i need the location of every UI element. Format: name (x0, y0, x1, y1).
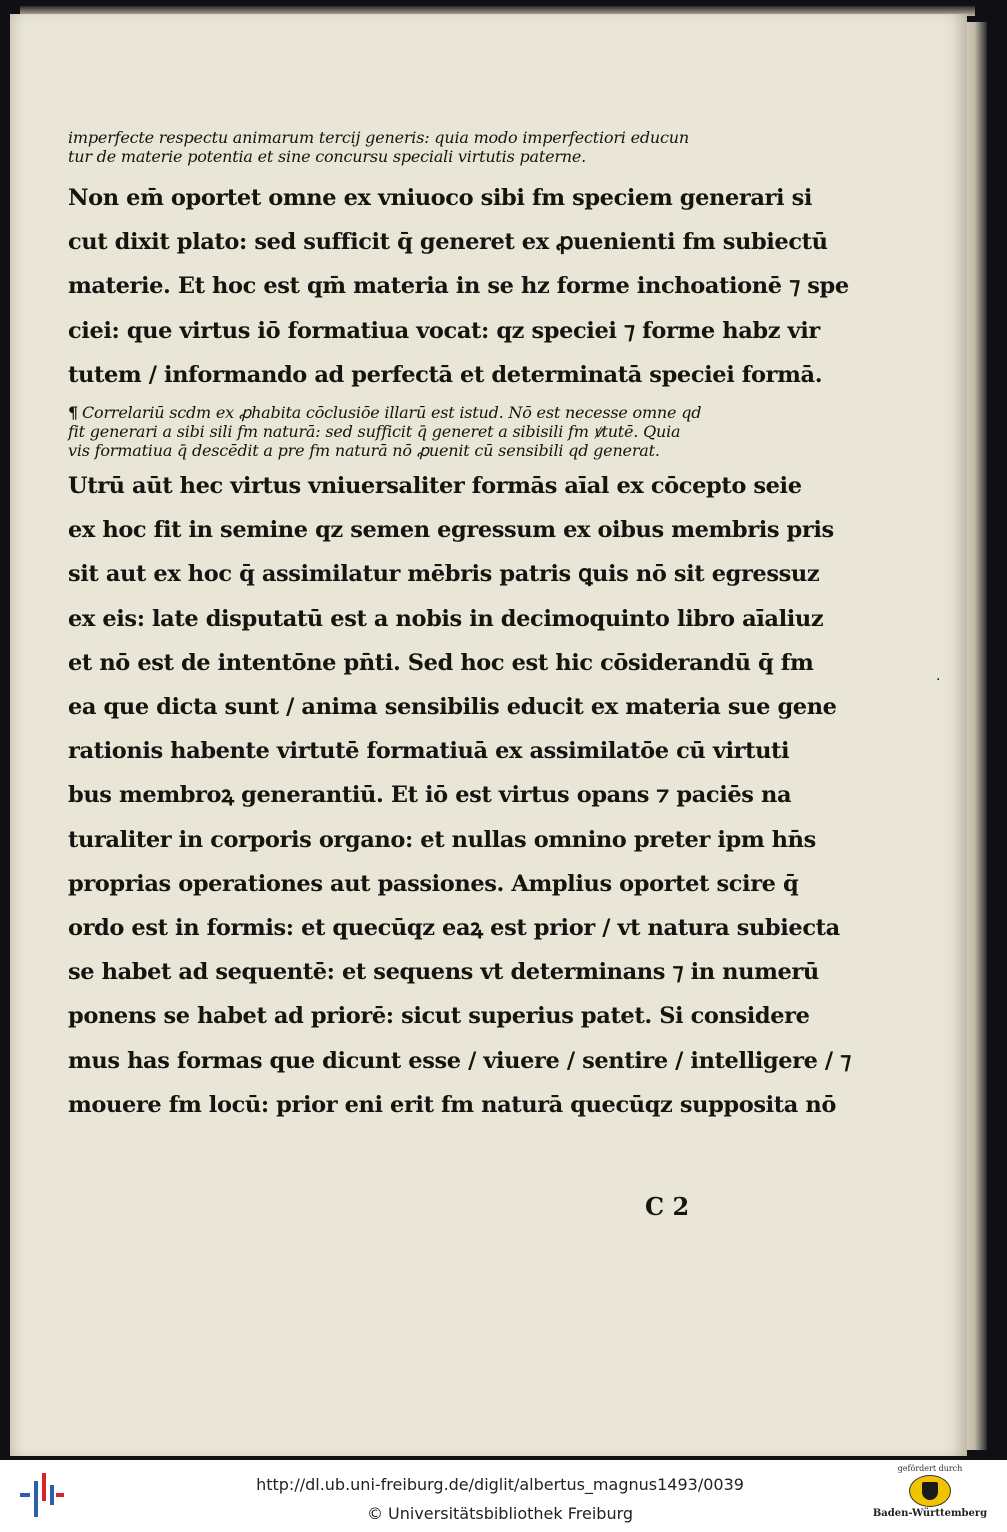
signature-mark: C 2 (645, 1192, 690, 1221)
text-line: bus membroꝝ generantiū. Et iō est virtus opans ⁊ paciēs na (68, 782, 792, 809)
text-line: tutem / informando ad perfectā et determinatā speciei formā. (68, 361, 823, 388)
text-line: mouere fm locū: prior eni erit fm naturā quecūqz supposita nō (68, 1091, 836, 1118)
text-line-content: Correlariū scdm ex ꝓhabita cōclusiōe illarū est istud. Nō est necesse omne qd (81, 403, 702, 423)
intro-lines (68, 128, 724, 166)
footer-bar (0, 1460, 1007, 1532)
text-line: ciei: que virtus iō formatiua vocat: qz speciei ⁊ forme habz vir (68, 317, 820, 344)
page-edge (967, 22, 987, 1450)
text-line: mus has formas que dicunt esse / viuere / sentire / intelligere / ⁊ (68, 1047, 851, 1074)
text-line: proprias operationes aut passiones. Amplius oportet scire q̄ (68, 870, 799, 897)
page-text (68, 128, 851, 1127)
text-line: imperfecte respectu animarum tercij generis: quia modo imperfectiori educun (68, 128, 689, 147)
text-line: materie. Et hoc est qm̄ materia in se hz forme inchoationē ⁊ spe (68, 273, 849, 300)
pilcrow-mark: ¶ (68, 403, 78, 423)
text-line (68, 403, 724, 422)
text-line: ex eis: late disputatū est a nobis in decimoquinto libro aīaliuz (68, 605, 824, 632)
text-line: ea que dicta sunt / anima sensibilis educit ex materia sue gene (68, 694, 837, 721)
paragraph-2 (68, 464, 851, 1127)
permalink-url[interactable]: http://dl.ub.uni-freiburg.de/diglit/albertus_magnus1493/0039 (256, 1475, 744, 1494)
text-line: ordo est in formis: et quecūqz eaꝝ est prior / vt natura subiecta (68, 915, 840, 942)
sponsor-logo (868, 1464, 992, 1530)
text-line: se habet ad sequentē: et sequens vt determinans ⁊ in numerū (68, 959, 819, 986)
text-line: et nō est de intentōne pn̄ti. Sed hoc est hic cōsiderandū q̄ fm (68, 649, 814, 676)
copyright-text: © Universitätsbibliothek Freiburg (366, 1504, 634, 1523)
coat-of-arms-icon (909, 1475, 951, 1507)
text-line: fit generari a sibi sili fm naturā: sed sufficit q̄ generet a sibisili fm ꝟtutē. Quia (68, 422, 681, 442)
text-line: rationis habente virtutē formatiuā ex assimilatōe cū virtuti (68, 738, 790, 765)
text-line: sit aut ex hoc q̄ assimilatur mēbris patris ꝗuis nō sit egressuz (68, 561, 820, 588)
margin-dot: · (936, 672, 941, 688)
text-line: turaliter in corporis organo: et nullas omnino preter ipm hn̄s (68, 826, 816, 853)
sponsor-name: Baden-Württemberg (872, 1508, 988, 1519)
text-line: Utrū aūt hec virtus vniuersaliter formās aīal ex cōcepto seie (68, 473, 802, 500)
text-line: cut dixit plato: sed sufficit q̄ generet ex ꝓuenienti fm subiectū (68, 229, 828, 256)
text-line: Non em̄ oportet omne ex vniuoco sibi fm speciem generari si (68, 185, 812, 211)
paragraph-1 (68, 176, 849, 397)
sponsor-caption: gefördert durch (897, 1464, 963, 1473)
text-line: vis formatiua q̄ descēdit a pre fm naturā nō ꝓuenit cū sensibili qd generat. (68, 441, 660, 461)
text-line: ex hoc fit in semine qz semen egressum ex oibus membris pris (68, 517, 834, 544)
text-line: ponens se habet ad priorē: sicut superius patet. Si considere (68, 1003, 810, 1030)
corollary (68, 403, 724, 460)
text-line: tur de materie potentia et sine concursu speciali virtutis paterne. (68, 147, 587, 166)
